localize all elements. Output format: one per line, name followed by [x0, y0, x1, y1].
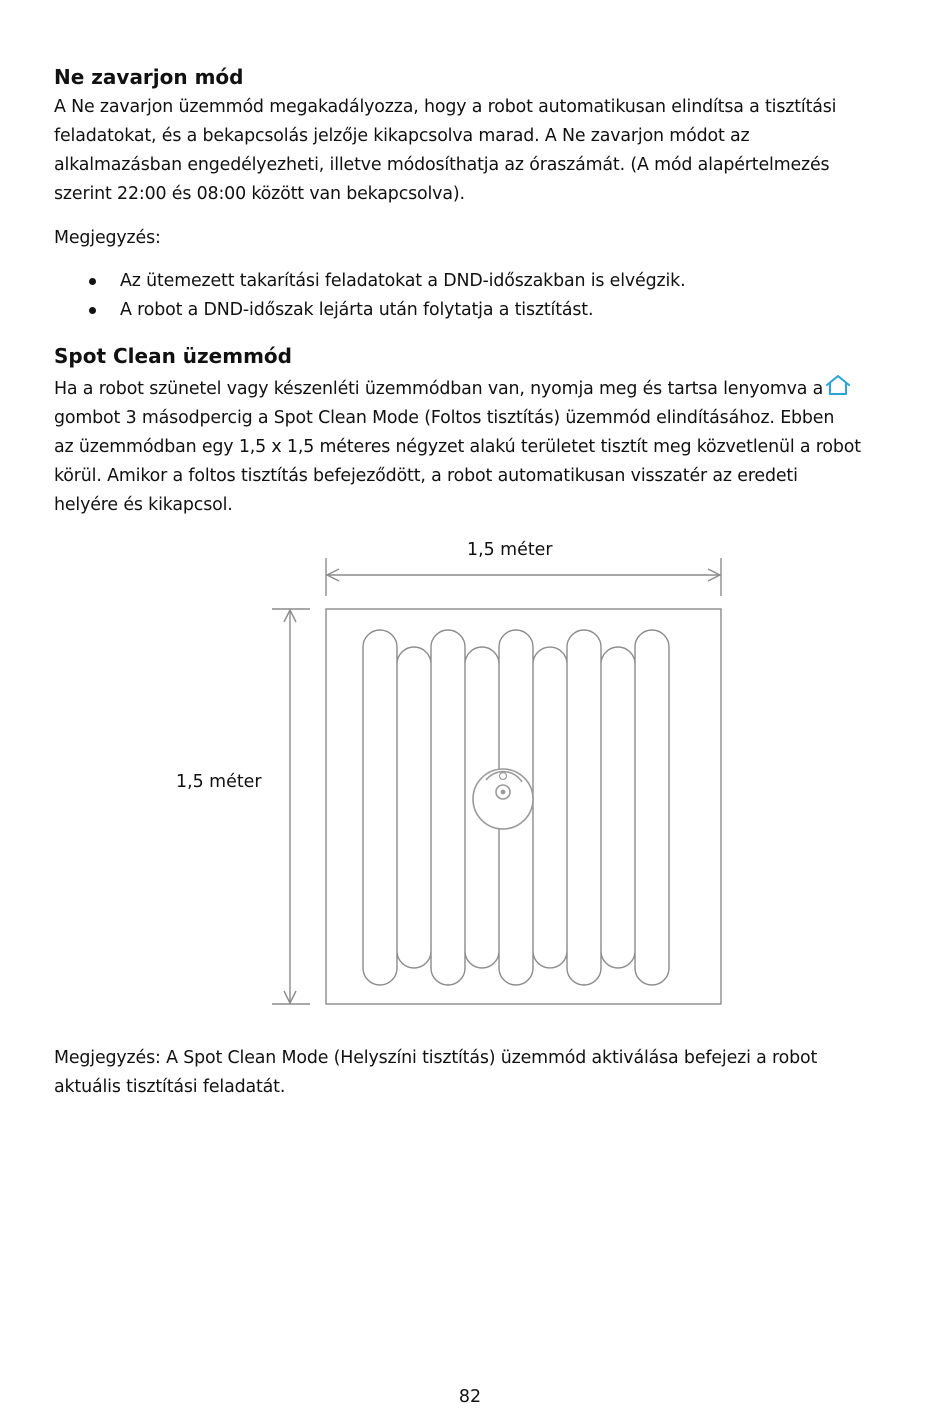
note-line: aktuális tisztítási feladatát. — [54, 1076, 286, 1097]
dnd-bullet-list — [54, 267, 892, 325]
height-arrow-top — [284, 610, 296, 622]
cleaning-area-square — [326, 609, 721, 1004]
section-title-spot-clean: Spot Clean üzemmód — [54, 344, 292, 368]
cleaning-path — [363, 630, 669, 985]
bullet-text: Az ütemezett takarítási feladatokat a DND-időszakban is elvégzik. — [120, 271, 686, 291]
spot-clean-paragraph — [54, 374, 892, 520]
spot-line: az üzemmódban egy 1,5 x 1,5 méteres négyzet alakú területet tisztít meg közvetlenül a robot — [54, 436, 861, 457]
bullet-icon — [89, 307, 96, 314]
dnd-line: szerint 22:00 és 08:00 között van bekapcsolva). — [54, 183, 465, 204]
width-label: 1,5 méter — [467, 540, 553, 560]
spot-line: körül. Amikor a foltos tisztítás befejeződött, a robot automatikusan visszatér az eredeti — [54, 465, 798, 486]
spot-line: gombot 3 másodpercig a Spot Clean Mode (Foltos tisztítás) üzemmód elindításához. Ebben — [54, 407, 835, 428]
page-number: 82 — [458, 1387, 482, 1407]
robot-vacuum-icon — [473, 769, 533, 829]
height-label: 1,5 méter — [176, 772, 262, 792]
home-icon — [825, 374, 851, 396]
list-item — [54, 267, 892, 296]
height-arrow-bottom — [284, 991, 296, 1003]
width-arrow-right — [708, 569, 720, 581]
bullet-text: A robot a DND-időszak lejárta után folytatja a tisztítást. — [120, 300, 594, 320]
dnd-line: alkalmazásban engedélyezheti, illetve módosíthatja az óraszámát. (A mód alapértelmezés — [54, 154, 830, 175]
dnd-line: A Ne zavarjon üzemmód megakadályozza, hogy a robot automatikusan elindítsa a tisztítási — [54, 97, 837, 117]
spot-clean-note — [54, 1044, 892, 1102]
width-arrow-left — [327, 569, 339, 581]
dnd-line: feladatokat, és a bekapcsolás jelzője kikapcsolva marad. A Ne zavarjon módot az — [54, 125, 750, 146]
spot-line: helyére és kikapcsol. — [54, 494, 233, 515]
dnd-note-label: Megjegyzés: — [54, 228, 161, 248]
section-title-dnd: Ne zavarjon mód — [54, 65, 244, 89]
dnd-paragraph — [54, 93, 892, 209]
note-line: Megjegyzés: A Spot Clean Mode (Helyszíni tisztítás) üzemmód aktiválása befejezi a robot — [54, 1048, 818, 1068]
bullet-icon — [89, 278, 96, 285]
list-item — [54, 296, 892, 325]
spot-line: Ha a robot szünetel vagy készenléti üzemmódban van, nyomja meg és tartsa lenyomva a — [54, 379, 824, 399]
